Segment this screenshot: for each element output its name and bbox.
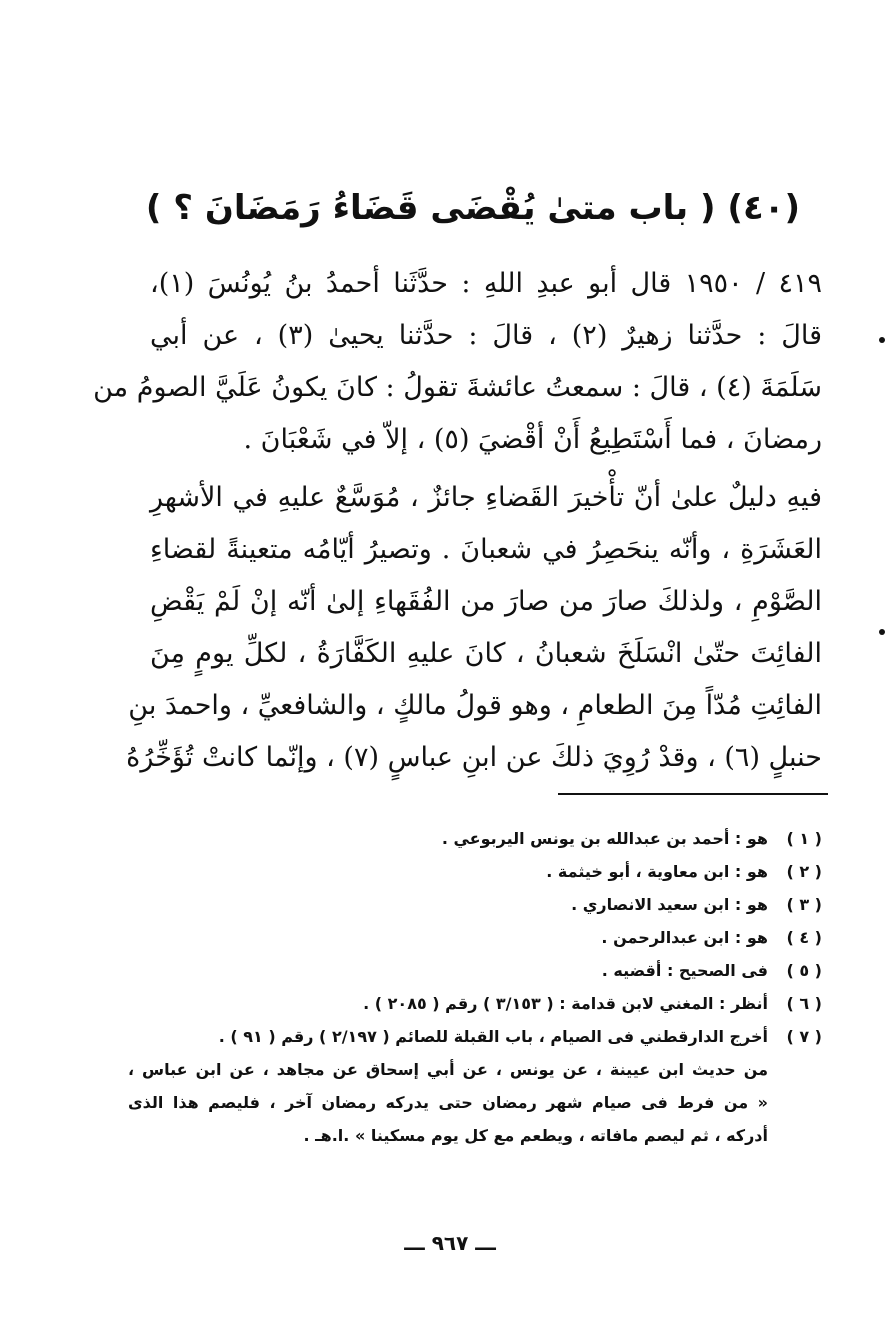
footnote-number: ( ٣ ) bbox=[786, 895, 822, 914]
footnote-continuation: أدركه ، ثم ليصم مافاته ، ويطعم مع كل يوم مسكينا » .ا.هـ . bbox=[303, 1126, 768, 1145]
footnote-number: ( ٢ ) bbox=[786, 862, 822, 881]
text-line: رمضانَ ، فما أَسْتَطِيعُ أَنْ أقْضيَ (٥) ، إلاّ في شَعْبَانَ . bbox=[243, 424, 822, 455]
footnote-text: فى الصحيح : أقضيه . bbox=[601, 961, 768, 980]
commentary-paragraph bbox=[126, 472, 822, 784]
text-line: الصَّوْمِ ، ولذلكَ صارَ من صارَ من الفُقَهاءِ إلىٰ أنّه إنْ لَمْ يَقْضِ bbox=[150, 586, 822, 617]
chapter-title: (٤٠) ( باب متىٰ يُقْضَى قَضَاءُ رَمَضَانَ ؟ ) bbox=[145, 188, 800, 228]
footnote bbox=[128, 954, 822, 987]
footnote-number: ( ٦ ) bbox=[786, 994, 822, 1013]
footnote-text: أخرج الدارقطني فى الصيام ، باب القبلة للصائم ( ٢/١٩٧ ) رقم ( ٩١ ) . bbox=[218, 1027, 768, 1046]
footnote-continuation: من حديث ابن عيينة ، عن يونس ، عن أبي إسحاق عن مجاهد ، عن ابن عباس ، bbox=[128, 1060, 768, 1079]
footnote-text: أنظر : المغني لابن قدامة : ( ٣/١٥٣ ) رقم ( ٢٠٨٥ ) . bbox=[363, 994, 768, 1013]
footnote bbox=[128, 1020, 822, 1053]
text-line: سَلَمَةَ (٤) ، قالَ : سمعتُ عائشةَ تقولُ : كانَ يكونُ عَلَيَّ الصومُ من bbox=[93, 372, 822, 403]
text-line: حنبلٍ (٦) ، وقدْ رُوِيَ ذلكَ عن ابنِ عباسٍ (٧) ، وإنّما كانتْ تُؤَخِّرُهُ bbox=[126, 742, 822, 773]
footnote bbox=[128, 888, 822, 921]
footnote-text: هو : ابن سعيد الانصاري . bbox=[571, 895, 768, 914]
footnote bbox=[128, 921, 822, 954]
footnote-text: هو : ابن عبدالرحمن . bbox=[601, 928, 768, 947]
footnote bbox=[128, 822, 822, 855]
page-number: ـــ ٩٦٧ ـــ bbox=[404, 1231, 496, 1255]
footnote-continuation: « من فرط فى صيام شهر رمضان حتى يدركه رمضان آخر ، فليصم هذا الذى bbox=[128, 1093, 768, 1112]
footnote-number: ( ٤ ) bbox=[786, 928, 822, 947]
text-line: قالَ : حدَّثنا زهيرٌ (٢) ، قالَ : حدَّثنا يحيىٰ (٣) ، عن أبي bbox=[150, 320, 822, 351]
text-line: ٤١٩ / ١٩٥٠ قال أبو عبدِ اللهِ : حدَّثَنا أحمدُ بنُ يُونُسَ (١)، bbox=[150, 268, 823, 299]
hadith-paragraph bbox=[93, 258, 823, 466]
footnote-text: هو : ابن معاوية ، أبو خيثمة . bbox=[546, 862, 768, 881]
footnotes bbox=[128, 822, 822, 1152]
footnote-text: هو : أحمد بن عبدالله بن يونس اليربوعي . bbox=[441, 829, 768, 848]
footnote bbox=[128, 855, 822, 888]
text-line: العَشَرَةِ ، وأنّه ينحَصِرُ في شعبانَ . وتصيرُ أيّامُه متعينةً لقضاءِ bbox=[150, 534, 822, 565]
text-line: فيهِ دليلٌ علىٰ أنّ تأْخيرَ القَضاءِ جائزٌ ، مُوَسَّعٌ عليهِ في الأشهرِ bbox=[150, 482, 822, 513]
margin-mark bbox=[879, 629, 885, 635]
footnote-separator bbox=[558, 793, 828, 795]
margin-mark bbox=[879, 337, 885, 343]
text-line: الفائِتَ حتّىٰ انْسَلَخَ شعبانُ ، كانَ عليهِ الكَفَّارَةُ ، لكلِّ يومٍ مِنَ bbox=[150, 638, 822, 669]
footnote bbox=[128, 987, 822, 1020]
footnote-number: ( ١ ) bbox=[786, 829, 822, 848]
footnote-number: ( ٧ ) bbox=[786, 1027, 822, 1046]
text-line: الفائِتِ مُدّاً مِنَ الطعامِ ، وهو قولُ مالكٍ ، والشافعيِّ ، واحمدَ بنِ bbox=[128, 690, 822, 721]
footnote-number: ( ٥ ) bbox=[786, 961, 822, 980]
